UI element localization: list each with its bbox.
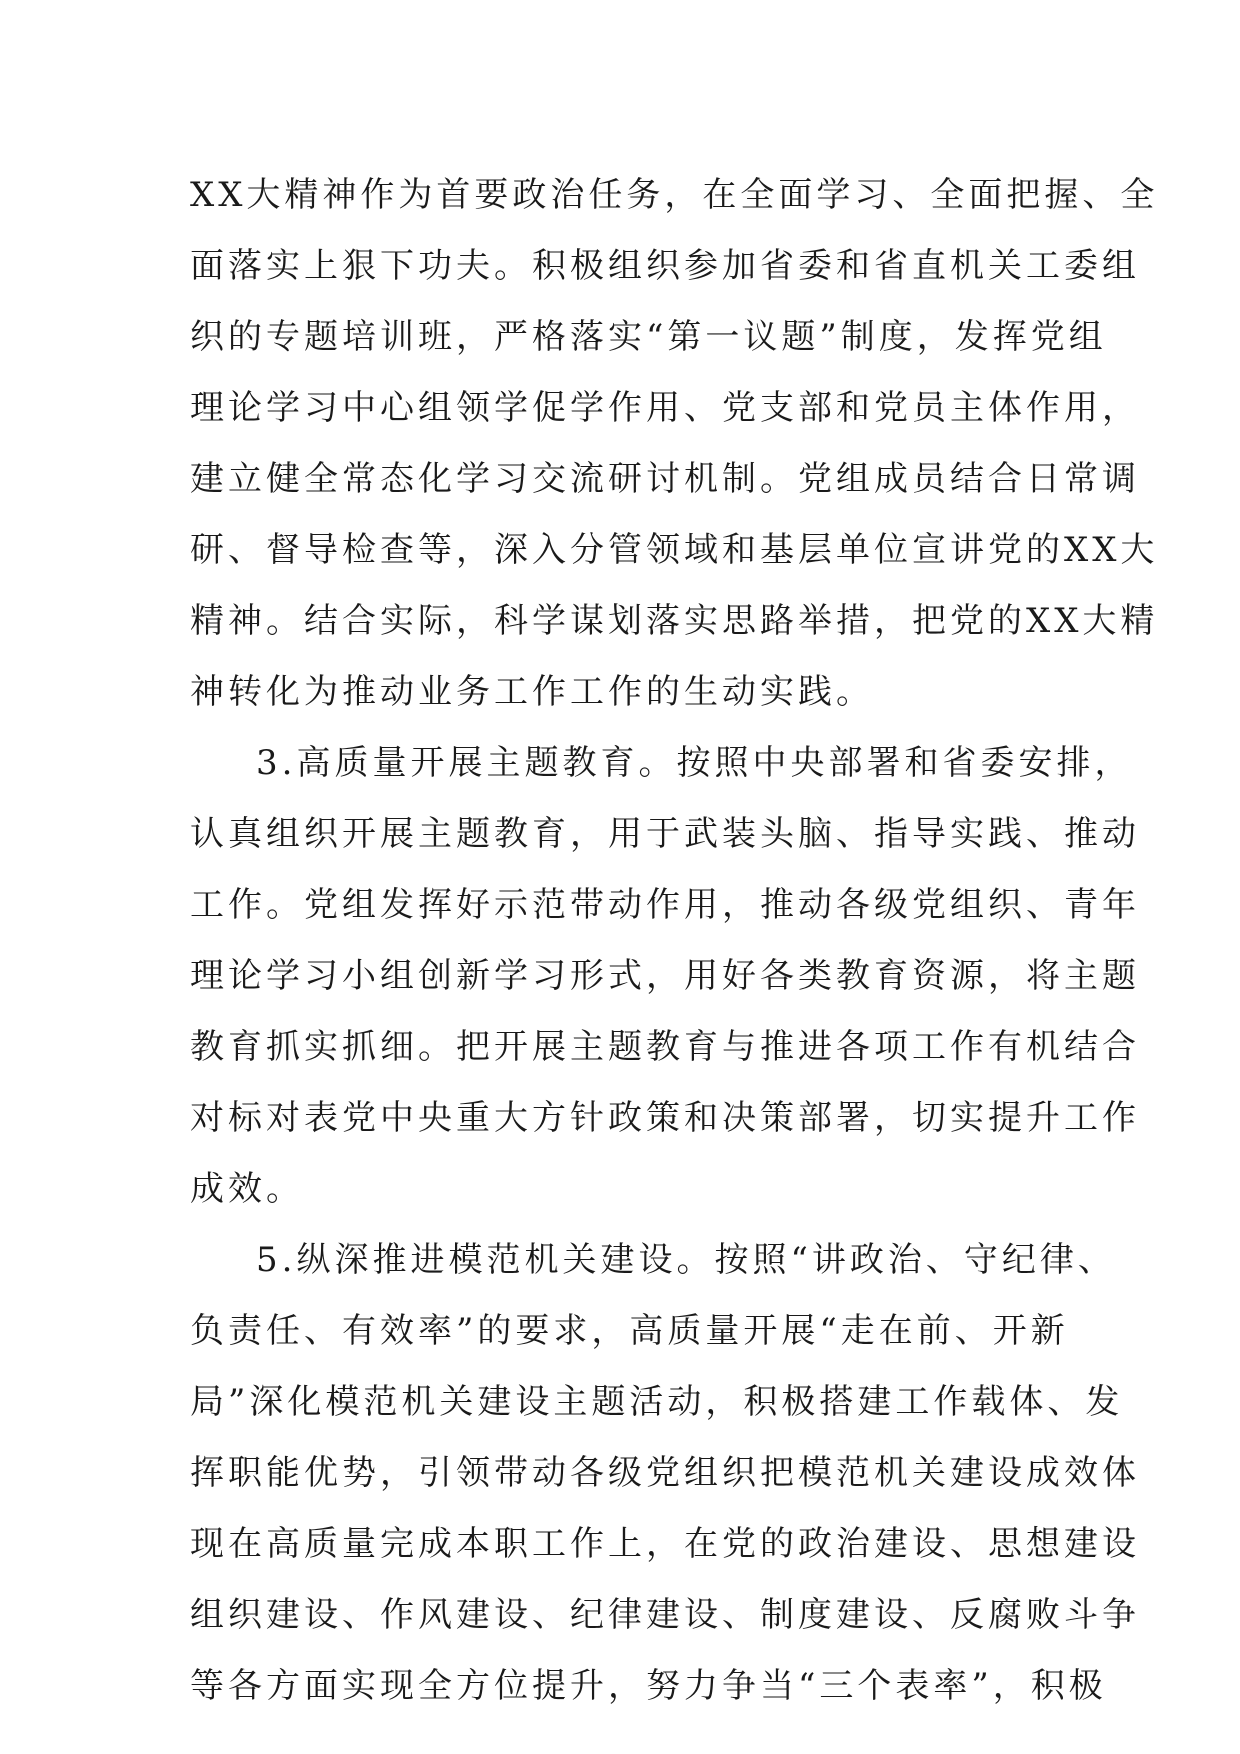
- paragraph-heading-5: 5.纵深推进模范机关建设。按照“讲政治、守纪律、: [256, 1240, 1116, 1280]
- body-text: [190, 160, 1159, 1722]
- text-line: 局”深化模范机关建设主题活动，积极搭建工作载体、发: [190, 1382, 1124, 1422]
- text-line: 织的专题培训班，严格落实“第一议题”制度，发挥党组: [190, 317, 1107, 357]
- text-line: 教育抓实抓细。把开展主题教育与推进各项工作有机结合: [190, 1027, 1140, 1067]
- text-line: 成效。: [190, 1169, 304, 1209]
- text-line: 现在高质量完成本职工作上，在党的政治建设、思想建设: [190, 1524, 1140, 1564]
- text-line: 精神。结合实际，科学谋划落实思路举措，把党的XX大精: [190, 601, 1159, 641]
- text-line: 工作。党组发挥好示范带动作用，推动各级党组织、青年: [190, 885, 1140, 925]
- text-line: 负责任、有效率”的要求，高质量开展“走在前、开新: [190, 1311, 1069, 1351]
- text-line: 等各方面实现全方位提升，努力争当“三个表率”，积极: [190, 1666, 1107, 1706]
- text-line: 神转化为推动业务工作工作的生动实践。: [190, 672, 874, 712]
- text-line: XX大精神作为首要政治任务，在全面学习、全面把握、全: [190, 175, 1159, 215]
- text-line: 挥职能优势，引领带动各级党组织把模范机关建设成效体: [190, 1453, 1140, 1493]
- text-line: 研、督导检查等，深入分管领域和基层单位宣讲党的XX大: [190, 530, 1159, 570]
- paragraph-heading-3: 3.高质量开展主题教育。按照中央部署和省委安排，: [256, 743, 1133, 783]
- text-line: 理论学习小组创新学习形式，用好各类教育资源，将主题: [190, 956, 1140, 996]
- text-line: 对标对表党中央重大方针政策和决策部署，切实提升工作: [190, 1098, 1140, 1138]
- text-line: 建立健全常态化学习交流研讨机制。党组成员结合日常调: [190, 459, 1140, 499]
- text-line: 组织建设、作风建设、纪律建设、制度建设、反腐败斗争: [190, 1595, 1140, 1635]
- text-line: 面落实上狠下功夫。积极组织参加省委和省直机关工委组: [190, 246, 1140, 286]
- text-line: 认真组织开展主题教育，用于武装头脑、指导实践、推动: [190, 814, 1140, 854]
- text-line: 理论学习中心组领学促学作用、党支部和党员主体作用，: [190, 388, 1140, 428]
